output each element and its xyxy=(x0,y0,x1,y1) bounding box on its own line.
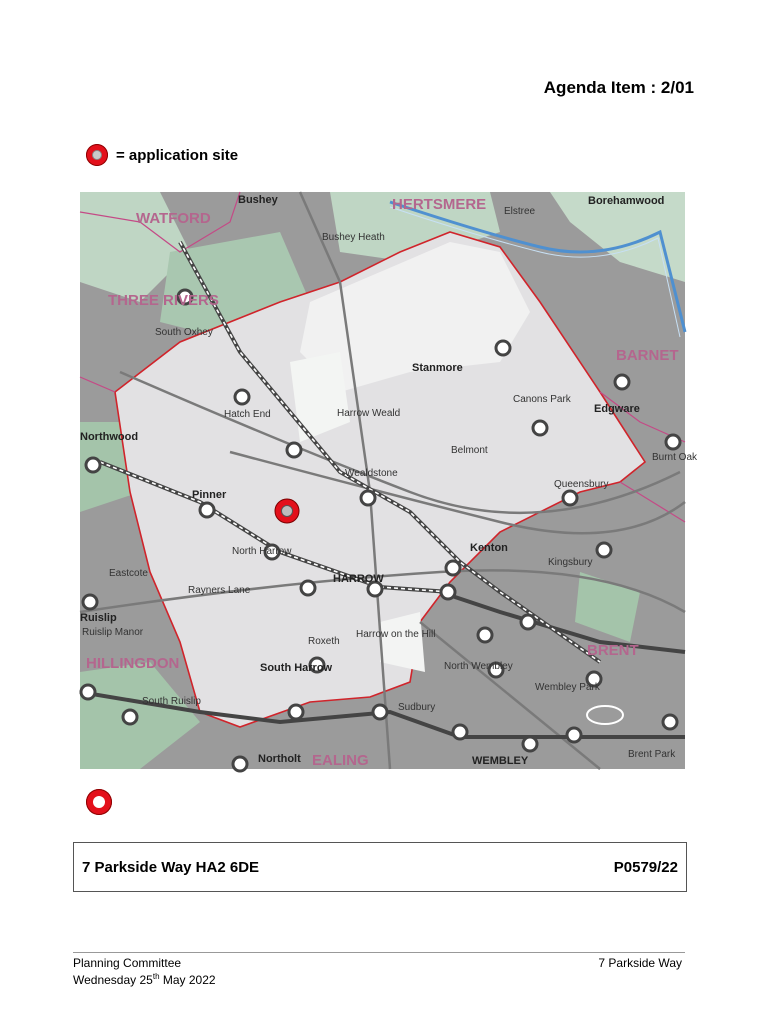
label-pinner: Pinner xyxy=(192,489,227,501)
label-harrow-on-the-hill: Harrow on the Hill xyxy=(356,629,436,640)
label-south-harrow: South Harrow xyxy=(260,662,333,674)
label-ealing: EALING xyxy=(312,752,369,769)
label-brent: BRENT xyxy=(587,642,639,659)
label-roxeth: Roxeth xyxy=(308,636,340,647)
label-rayners-lane: Rayners Lane xyxy=(188,585,251,596)
label-elstree: Elstree xyxy=(504,206,536,217)
label-harrow: HARROW xyxy=(333,573,384,585)
footer-committee: Planning Committee xyxy=(73,956,182,970)
label-canons-park: Canons Park xyxy=(513,394,571,405)
label-hillingdon: HILLINGDON xyxy=(86,655,180,672)
label-brent-park: Brent Park xyxy=(628,749,676,760)
application-reference: P0579/22 xyxy=(613,858,678,876)
application-site-marker-icon-large xyxy=(86,789,112,815)
label-wembley: WEMBLEY xyxy=(472,755,529,767)
agenda-item-heading: Agenda Item : 2/01 xyxy=(543,78,694,97)
label-hertsmere: HERTSMERE xyxy=(392,196,487,213)
legend-text: = application site xyxy=(116,146,239,164)
label-south-ruislip: South Ruislip xyxy=(142,696,201,707)
label-watford: WATFORD xyxy=(136,210,211,227)
label-bushey-heath: Bushey Heath xyxy=(322,232,385,243)
application-address: 7 Parkside Way HA2 6DE xyxy=(82,858,260,876)
label-wembley-park: Wembley Park xyxy=(535,682,600,693)
footer-date-prefix: Wednesday 25 xyxy=(73,973,153,987)
application-site-marker-icon xyxy=(86,144,108,166)
label-wealdstone: Wealdstone xyxy=(345,468,398,479)
label-edgware: Edgware xyxy=(594,403,640,415)
label-kingsbury: Kingsbury xyxy=(548,557,593,568)
footer-date-suffix: May 2022 xyxy=(159,973,216,987)
label-kenton: Kenton xyxy=(470,542,508,554)
label-northwood: Northwood xyxy=(80,431,139,443)
label-north-wembley: North Wembley xyxy=(444,661,513,672)
label-borehamwood: Borehamwood xyxy=(588,195,665,207)
application-box xyxy=(73,842,687,892)
label-queensbury: Queensbury xyxy=(554,479,609,490)
legend xyxy=(86,144,238,166)
footer-right: 7 Parkside Way xyxy=(598,956,682,970)
label-north-harrow: North Harrow xyxy=(232,546,292,557)
label-ruislip-manor: Ruislip Manor xyxy=(82,627,144,638)
label-barnet: BARNET xyxy=(616,347,679,364)
location-map xyxy=(80,192,698,769)
footer-divider xyxy=(73,952,685,953)
label-south-oxhey: South Oxhey xyxy=(155,327,213,338)
footer-date xyxy=(73,970,216,987)
label-sudbury: Sudbury xyxy=(398,702,436,713)
footer-date-sup: th xyxy=(152,972,160,981)
footer-left xyxy=(73,956,216,987)
label-northolt: Northolt xyxy=(258,753,301,765)
label-belmont: Belmont xyxy=(451,445,488,456)
label-harrow-weald: Harrow Weald xyxy=(337,408,401,419)
label-burnt-oak: Burnt Oak xyxy=(652,452,698,463)
label-three-rivers: THREE RIVERS xyxy=(108,292,219,309)
label-stanmore: Stanmore xyxy=(412,362,463,374)
label-eastcote: Eastcote xyxy=(109,568,148,579)
label-bushey: Bushey xyxy=(238,194,278,206)
label-hatch-end: Hatch End xyxy=(224,409,271,420)
label-ruislip: Ruislip xyxy=(80,612,117,624)
